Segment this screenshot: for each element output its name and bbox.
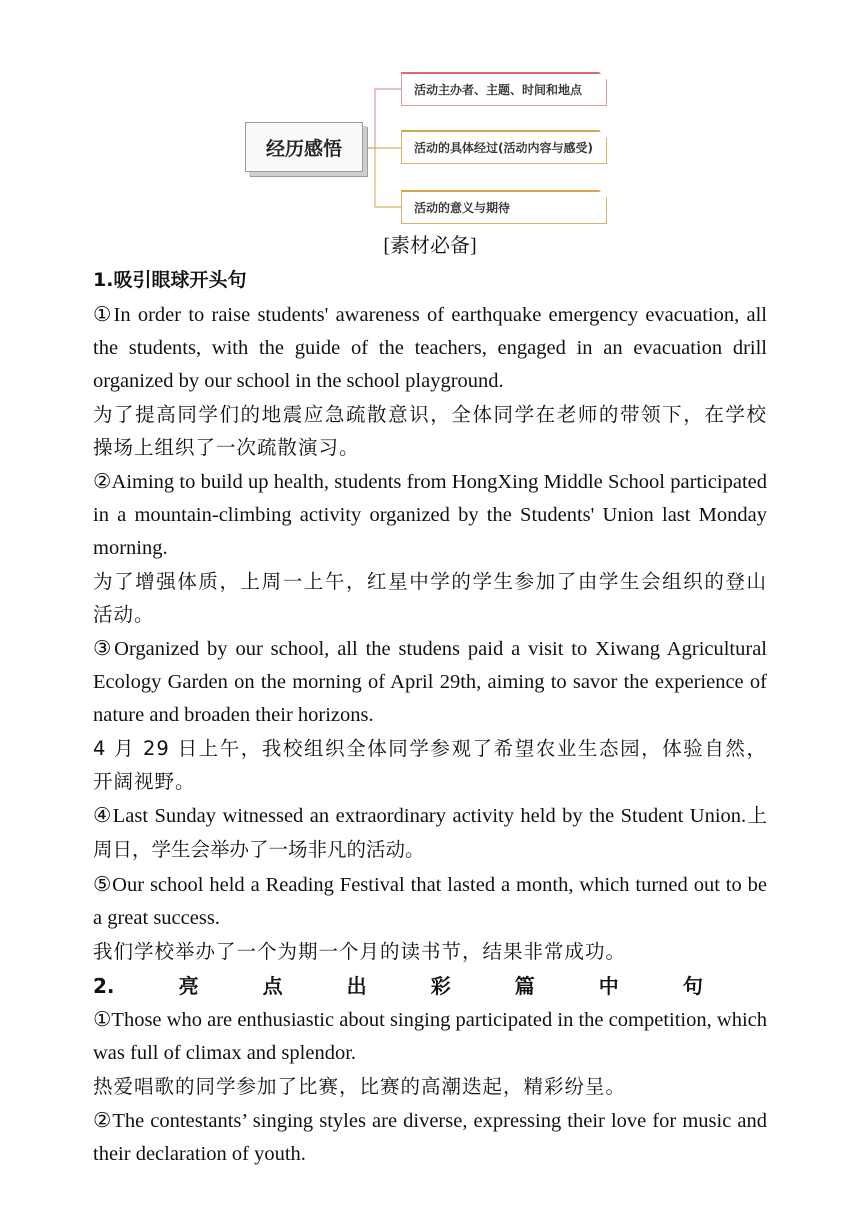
english-sentence: ②Aiming to build up health, students from HongXing Middle School participated in a mountain-climbing activity organized by the Students' Union last Monday morning. xyxy=(93,469,767,559)
english-sentence: ①Those who are enthusiastic about singing participated in the competition, which was full of climax and splendor. xyxy=(93,1007,767,1064)
sentence-item xyxy=(93,298,767,464)
mind-map xyxy=(93,60,767,230)
english-sentence: ③Organized by our school, all the studens paid a visit to Xiwang Agricultural Ecology Garden on the morning of April 29th, aiming to savor the experience of nature and broaden their horizons. xyxy=(93,636,767,726)
chinese-translation: 4 月 29 日上午，我校组织全体同学参观了希望农业生态园，体验自然，开阔视野。 xyxy=(93,737,767,793)
sentence-item xyxy=(93,868,767,968)
chinese-translation: 为了提高同学们的地震应急疏散意识，全体同学在老师的带领下，在学校操场上组织了一次疏散演习。 xyxy=(93,403,767,459)
caption: [素材必备] xyxy=(383,235,477,257)
mind-map-branch-organizer: 活动主办者、主题、时间和地点 xyxy=(401,72,607,106)
mind-map-branch-process: 活动的具体经过(活动内容与感受) xyxy=(401,130,607,164)
sentence-item xyxy=(93,632,767,798)
english-sentence: ①In order to raise students' awareness of earthquake emergency evacuation, all the students, with the guide of the teachers, engaged in an evacuation drill organized by our school in the school playground. xyxy=(93,302,767,392)
document-page xyxy=(93,60,767,1172)
english-sentence: ④Last Sunday witnessed an extraordinary activity held by the Student Union.上周日，学生会举办了一场非凡的活动。 xyxy=(93,803,767,861)
chinese-translation: 我们学校举办了一个为期一个月的读书节，结果非常成功。 xyxy=(93,940,627,963)
sentence-item xyxy=(93,465,767,631)
mind-map-root: 经历感悟 xyxy=(245,122,363,172)
section-2-title: 2. 亮 点 出 彩 篇 中 句 xyxy=(93,974,703,998)
english-sentence: ②The contestants’ singing styles are diverse, expressing their love for music and their declaration of youth. xyxy=(93,1108,767,1165)
chinese-translation: 上周日，学生会举办了一场非凡的活动。 xyxy=(93,804,767,861)
chinese-translation: 为了增强体质，上周一上午，红星中学的学生参加了由学生会组织的登山活动。 xyxy=(93,570,767,626)
section-1-title: 1.吸引眼球开头句 xyxy=(93,269,247,291)
sentence-item xyxy=(93,1104,767,1171)
mind-map-branch-significance: 活动的意义与期待 xyxy=(401,190,607,224)
chinese-translation: 热爱唱歌的同学参加了比赛，比赛的高潮迭起，精彩纷呈。 xyxy=(93,1075,627,1098)
sentence-item xyxy=(93,1003,767,1103)
sentence-item xyxy=(93,799,767,867)
english-sentence: ⑤Our school held a Reading Festival that lasted a month, which turned out to be a great success. xyxy=(93,872,767,929)
